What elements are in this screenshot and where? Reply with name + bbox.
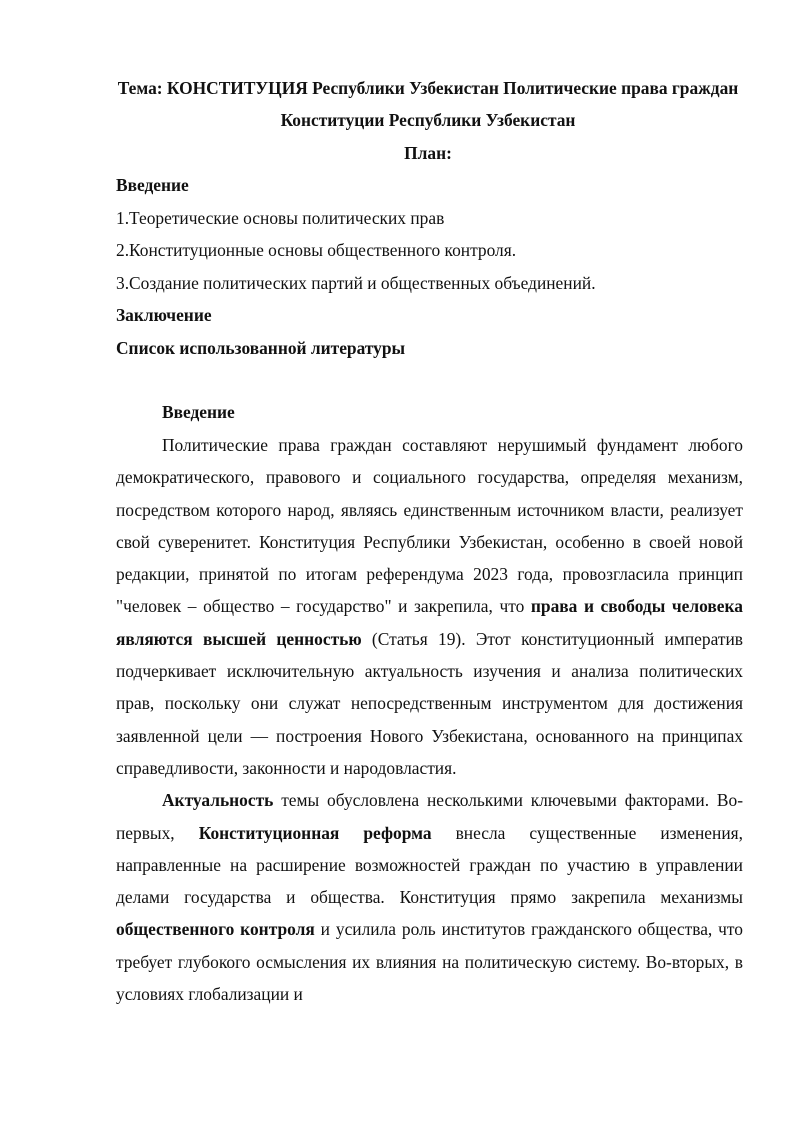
relevance-text-f: и усилила роль институтов гражданского общества, что требует глубокого осмысления их влияния на политическую систему. Во-вторых, в условиях глобализации и [116, 919, 743, 1005]
plan-intro: Введение [116, 175, 189, 195]
paragraph-intro-text-c: (Статья 19). Этот конституционный императив подчеркивает исключительную актуальность изучения и анализа политических прав, поскольку они служат непосредственным инструментом для достижения заявленной цели — построения Нового Узбекистана, основанного на принципах справедливости, законности и народовластия. [116, 628, 743, 778]
paragraph-intro-emphasis: права и свободы человека являются высшей ценностью [116, 596, 743, 649]
paragraph-intro-text-a: Политические права граждан составляют нерушимый фундамент любого демократического, правового и социального государства, определяя механизм, посредством которого народ, являясь единственным источником власти, реализует свой суверенитет. Конституция Республики Узбекистан, особенно в своей новой редакции, принятой по итогам референдума 2023 года, провозгласила принцип "человек – общество – государство" и закрепила, что [116, 435, 743, 617]
paragraph-intro [116, 429, 743, 784]
relevance-text-d: внесла существенные изменения, направленные на расширение возможностей граждан по участию в управлении делами государства и общества. Конституция прямо закрепила механизмы [116, 822, 743, 908]
plan-item-3: 3.Создание политических партий и общественных объединений. [116, 272, 596, 293]
relevance-term: Актуальность [162, 790, 274, 811]
section-heading: Введение [162, 402, 235, 422]
plan-item-2: 2.Конституционные основы общественного контроля. [116, 240, 517, 261]
plan-item-1: 1.Теоретические основы политических прав [116, 207, 445, 228]
public-control-term: общественного контроля [116, 919, 315, 940]
plan-list [116, 169, 756, 365]
plan-references: Список использованной литературы [116, 337, 406, 358]
paragraph-relevance [116, 784, 743, 1010]
constitutional-reform-term: Конституционная реформа [198, 822, 432, 843]
plan-conclusion: Заключение [116, 305, 212, 326]
document-title: Тема: КОНСТИТУЦИЯ Республики Узбекистан Политические права граждан Конституции Республики Узбекистан [117, 78, 739, 130]
relevance-text-b: темы обусловлена несколькими ключевыми факторами. Во-первых, [116, 790, 743, 843]
document-body [116, 396, 743, 1010]
plan-label: План: [404, 143, 452, 163]
